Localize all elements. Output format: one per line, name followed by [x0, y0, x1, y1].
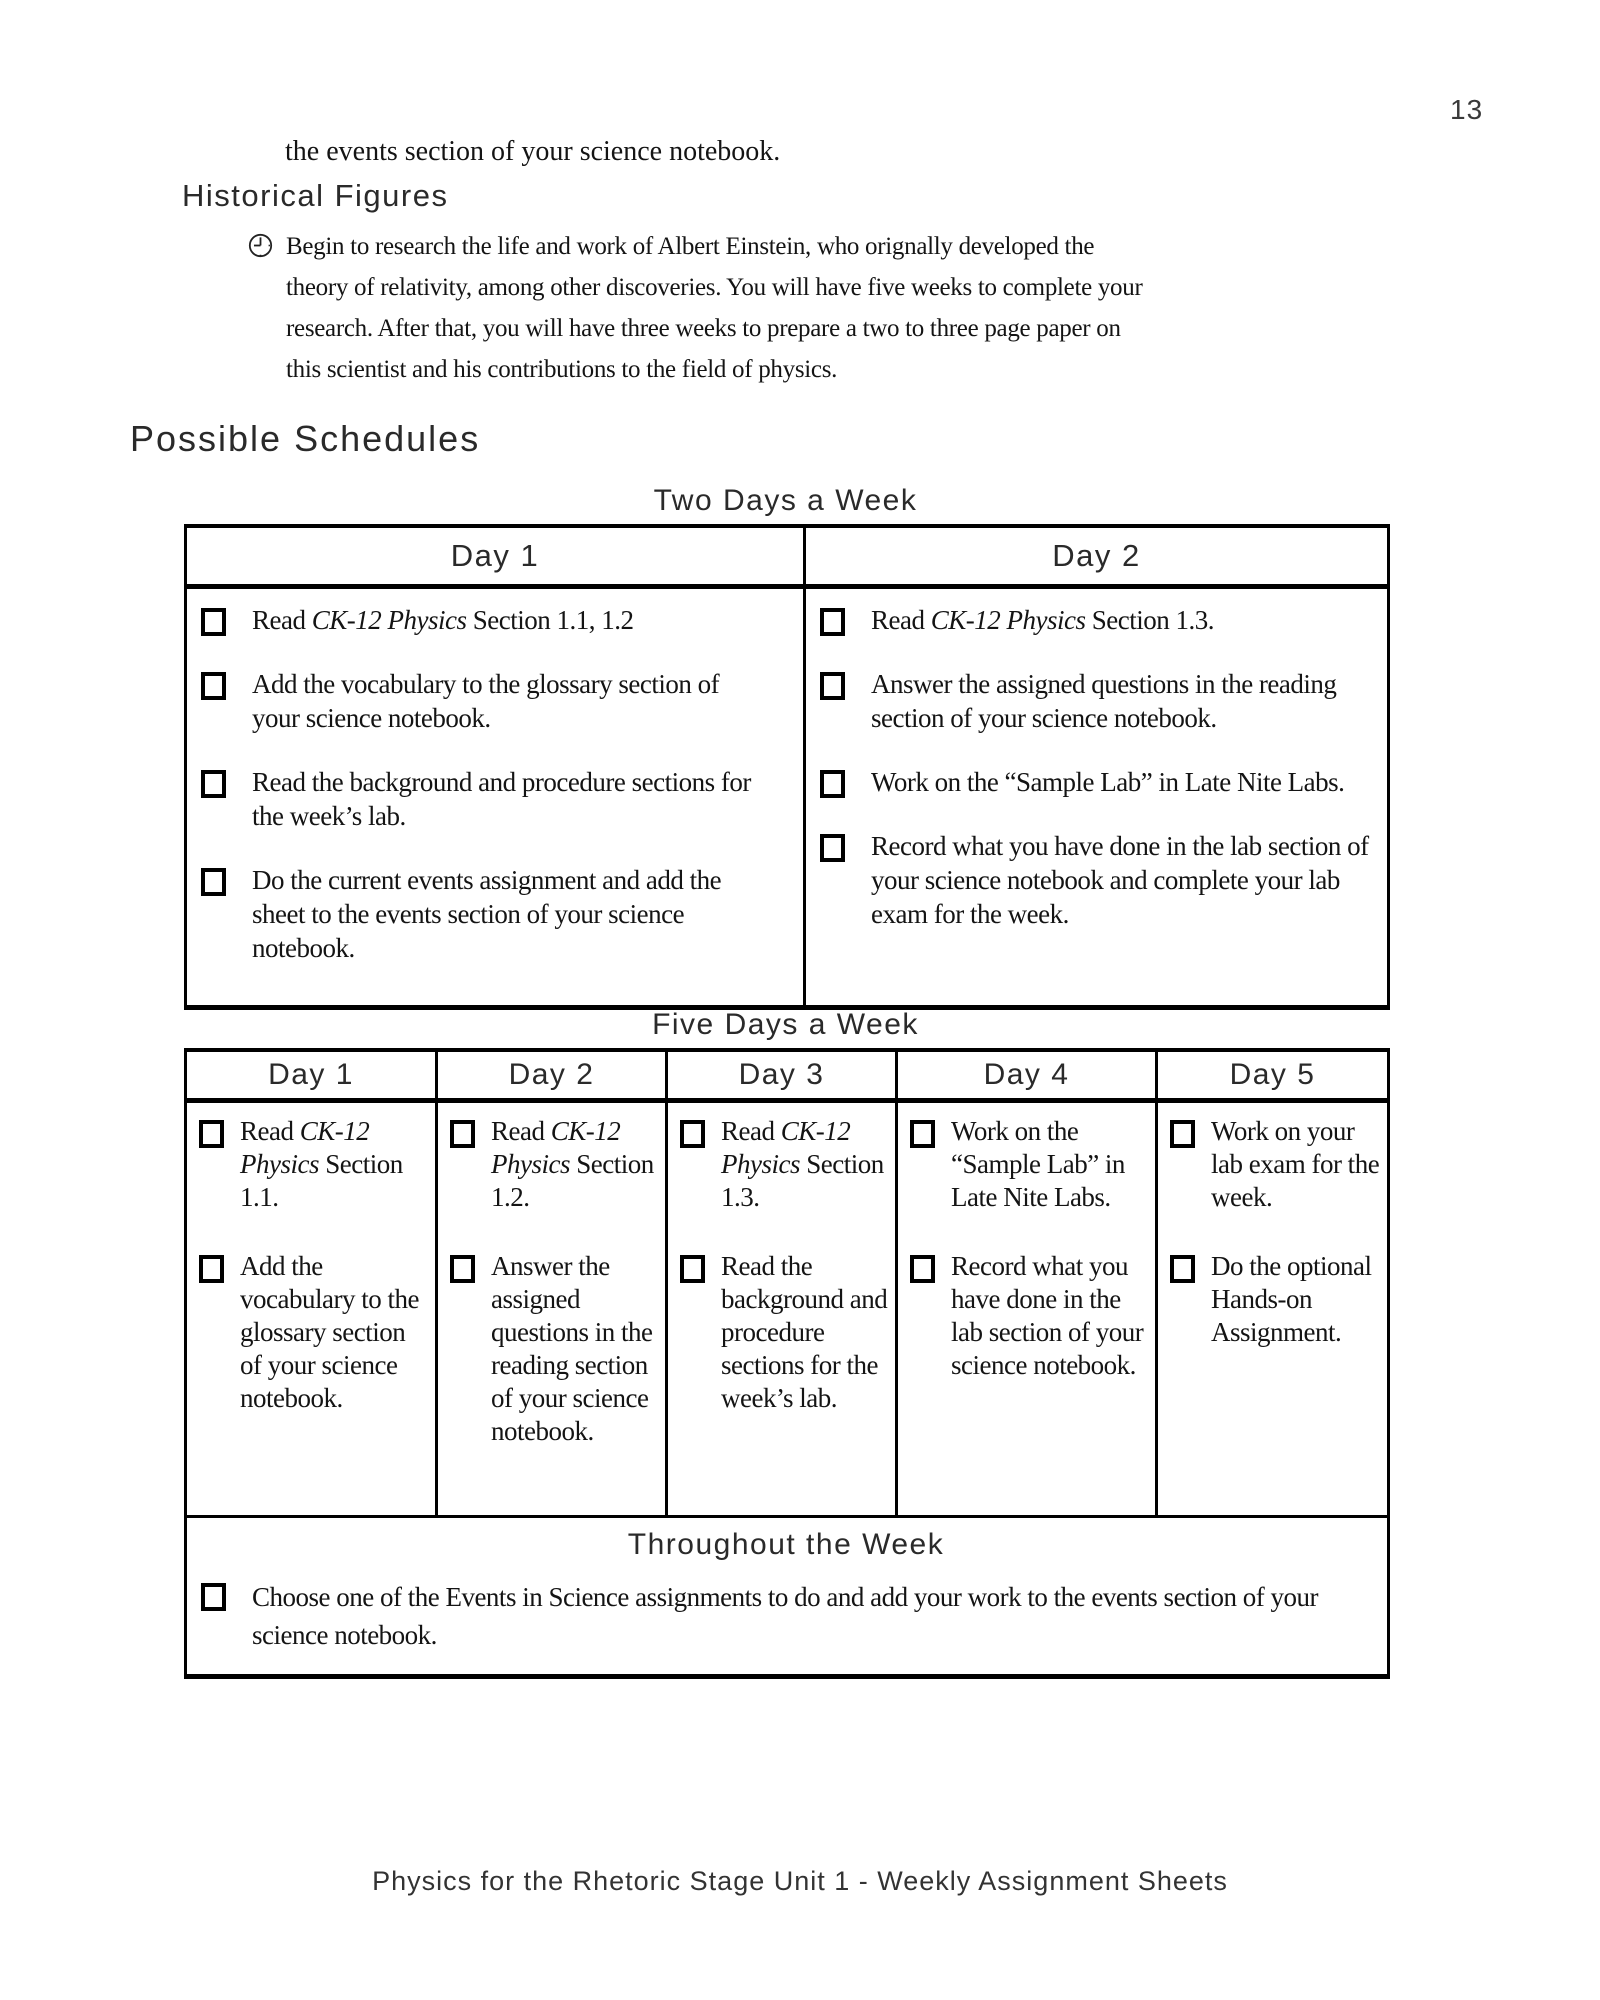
checklist-item-text: Read the background and procedure sections for the week’s lab.: [721, 1251, 888, 1413]
checklist-item: [199, 1115, 429, 1214]
five-days-day2-cell: [437, 1101, 667, 1517]
checkbox-icon: [1170, 1120, 1195, 1148]
five-days-day4-cell: [897, 1101, 1157, 1517]
checkbox-icon: [680, 1120, 705, 1148]
checklist-item-text: Record what you have done in the lab section of your science notebook and complete your lab exam for the week.: [871, 831, 1369, 929]
checklist-item-text: Choose one of the Events in Science assignments to do and add your work to the events section of your science notebook.: [252, 1582, 1319, 1650]
paragraph-line: this scientist and his contributions to the field of physics.: [286, 356, 838, 383]
checklist-item: [450, 1115, 659, 1214]
checklist-item-text: Read CK-12 Physics Section 1.3.: [871, 605, 1214, 635]
checklist-item: [1170, 1115, 1381, 1214]
throughout-the-week-cell: [186, 1517, 1389, 1677]
five-days-header-day1: Day 1: [186, 1050, 437, 1101]
five-days-day3-cell: [667, 1101, 897, 1517]
checklist-item: [820, 829, 1371, 931]
checkbox-icon: [450, 1255, 475, 1283]
checklist-item-text: Read CK-12 Physics Section 1.1, 1.2: [252, 605, 634, 635]
two-days-table: [184, 524, 1390, 1010]
checklist-item-text: Record what you have done in the lab section of your science notebook.: [951, 1251, 1144, 1380]
checkbox-icon: [201, 608, 226, 636]
checklist-item: [820, 765, 1371, 799]
checklist-item: [820, 603, 1371, 637]
checkbox-icon: [910, 1120, 935, 1148]
checklist-item: [680, 1250, 889, 1415]
checkbox-icon: [820, 672, 845, 700]
checkbox-icon: [199, 1255, 224, 1283]
historical-figures-bullet: [247, 226, 1143, 390]
checkbox-icon: [680, 1255, 705, 1283]
checklist-item: [201, 1578, 1371, 1654]
historical-figures-heading: Historical Figures: [182, 178, 449, 213]
checklist-item-text: Read CK-12 Physics Section 1.1.: [240, 1116, 403, 1212]
five-days-title: Five Days a Week: [652, 1008, 919, 1041]
checklist-item-text: Work on the “Sample Lab” in Late Nite Labs.: [951, 1116, 1125, 1212]
possible-schedules-heading: Possible Schedules: [130, 418, 481, 459]
checklist-item: [910, 1250, 1149, 1382]
throughout-the-week-title: Throughout the Week: [627, 1528, 945, 1561]
paragraph-line: Begin to research the life and work of Albert Einstein, who orignally developed the: [286, 233, 1095, 260]
checklist-item: [910, 1115, 1149, 1214]
checkbox-icon: [820, 770, 845, 798]
leading-text-line: the events section of your science notebook.: [285, 136, 781, 167]
checkbox-icon: [201, 770, 226, 798]
five-days-header-day2: Day 2: [437, 1050, 667, 1101]
checklist-item-text: Read CK-12 Physics Section 1.2.: [491, 1116, 654, 1212]
checklist-item: [201, 863, 787, 965]
checklist-item: [201, 603, 787, 637]
throughout-items: [201, 1578, 1371, 1654]
five-days-schedule: [184, 1008, 1387, 1679]
checklist-item: [201, 765, 787, 833]
two-days-header-day2: Day 2: [805, 526, 1389, 587]
five-days-day5-cell: [1157, 1101, 1389, 1517]
checklist-item: [680, 1115, 889, 1214]
checklist-item: [201, 667, 787, 735]
checkbox-icon: [910, 1255, 935, 1283]
checkbox-icon: [201, 1583, 226, 1611]
checklist-item-text: Work on your lab exam for the week.: [1211, 1116, 1380, 1212]
checklist-item-text: Answer the assigned questions in the reading section of your science notebook.: [871, 669, 1337, 733]
checklist-item-text: Do the optional Hands-on Assignment.: [1211, 1251, 1372, 1347]
checklist-item-text: Do the current events assignment and add the sheet to the events section of your science notebook.: [252, 865, 722, 963]
checklist-item-text: Work on the “Sample Lab” in Late Nite Labs.: [871, 767, 1345, 797]
checklist-item-text: Read the background and procedure sections for the week’s lab.: [252, 767, 751, 831]
checklist-item-text: Add the vocabulary to the glossary section of your science notebook.: [252, 669, 720, 733]
paragraph-line: research. After that, you will have three weeks to prepare a two to three page paper on: [286, 315, 1121, 342]
checkbox-icon: [1170, 1255, 1195, 1283]
paragraph-line: theory of relativity, among other discoveries. You will have five weeks to complete your: [286, 274, 1143, 301]
checklist-item: [1170, 1250, 1381, 1349]
two-days-day2-cell: [805, 587, 1389, 1008]
two-days-header-day1: Day 1: [186, 526, 805, 587]
checkbox-icon: [201, 868, 226, 896]
checklist-item: [450, 1250, 659, 1448]
checklist-item-text: Read CK-12 Physics Section 1.3.: [721, 1116, 884, 1212]
two-days-schedule: [184, 484, 1387, 1010]
five-days-header-day4: Day 4: [897, 1050, 1157, 1101]
checkbox-icon: [820, 608, 845, 636]
five-days-day1-cell: [186, 1101, 437, 1517]
checklist-item: [199, 1250, 429, 1415]
checklist-item: [820, 667, 1371, 735]
two-days-title: Two Days a Week: [653, 484, 918, 517]
checkbox-icon: [199, 1120, 224, 1148]
historical-figures-paragraph: [286, 226, 1143, 390]
five-days-table: [184, 1048, 1390, 1679]
checkbox-icon: [201, 672, 226, 700]
checklist-item-text: Add the vocabulary to the glossary section of your science notebook.: [240, 1251, 419, 1413]
five-days-header-day3: Day 3: [667, 1050, 897, 1101]
five-days-header-day5: Day 5: [1157, 1050, 1389, 1101]
page-number: 13: [1450, 94, 1484, 125]
footer-text: Physics for the Rhetoric Stage Unit 1 - Weekly Assignment Sheets: [372, 1866, 1228, 1896]
clock-icon: [247, 232, 274, 264]
checklist-item-text: Answer the assigned questions in the reading section of your science notebook.: [491, 1251, 653, 1446]
checkbox-icon: [820, 834, 845, 862]
two-days-day1-cell: [186, 587, 805, 1008]
checkbox-icon: [450, 1120, 475, 1148]
